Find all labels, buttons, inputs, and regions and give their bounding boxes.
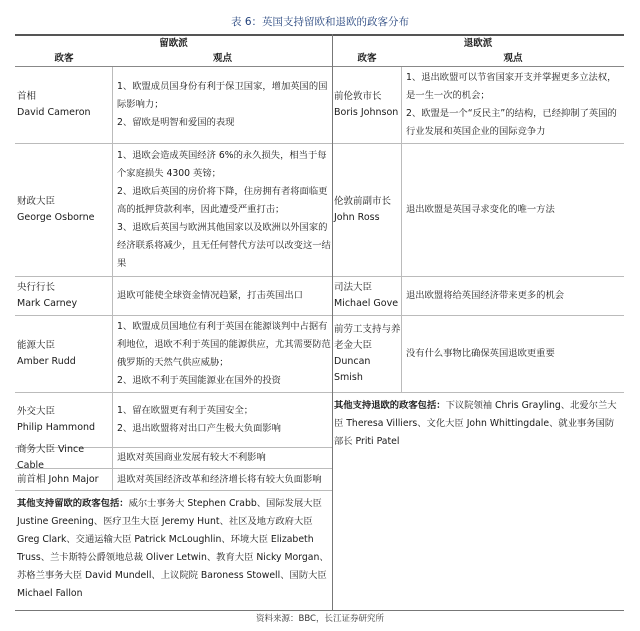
leave-others (332, 393, 624, 451)
table-row (15, 144, 332, 277)
view-cell (402, 67, 624, 143)
politician-name: Mark Carney (17, 298, 78, 309)
leave-group-label: 退欧派 (463, 38, 493, 49)
remain-header (15, 52, 332, 67)
politician-cell (332, 277, 402, 315)
politician-title: 司法大臣 (334, 282, 373, 293)
view-text: 1、欧盟成员国身份有利于保卫国家，增加英国的国际影响力； (117, 81, 328, 110)
view-text: 退出欧盟是英国寻求变化的唯一方法 (406, 204, 555, 215)
politician-cell (15, 393, 113, 447)
politician-name: John Ross (334, 212, 380, 223)
view-cell (402, 316, 624, 392)
remain-others-text: 威尔士事务大 Stephen Crabb、国际发展大臣 Justine Greening、医疗卫生大臣 Jeremy Hunt、社区及地方政府大臣 Greg Clark、交通运输大臣 Patrick McLoughlin、环境大臣 Elizabeth Truss、兰卡斯特公爵领地总裁 Oliver Letwin、教育大臣 Nicky Morgan、苏格兰事务大臣 David Mundell、上议院院 Baroness Stowell、国防大臣 Michael Fallon (17, 498, 329, 599)
remain-others (15, 491, 332, 603)
politician-cell (15, 316, 113, 392)
table-row (332, 277, 624, 316)
source-note: 资料来源：BBC，长江证券研究所 (256, 614, 384, 624)
table-row (332, 144, 624, 277)
politician-name: Boris Johnson (334, 107, 399, 118)
remain-col-politician: 政客 (54, 53, 74, 64)
view-text: 2、退欧后英国的房价将下降，住房拥有者将面临更高的抵押贷款利率，因此遭受严重打击； (117, 186, 328, 215)
politician-cell (15, 67, 113, 143)
table-row (15, 277, 332, 316)
view-cell (113, 393, 332, 447)
remain-section (15, 34, 332, 603)
view-text: 2、退出欧盟将对出口产生极大负面影响 (117, 423, 281, 434)
table-row (332, 316, 624, 393)
table-row (15, 316, 332, 393)
view-cell (113, 448, 332, 468)
politician-cell (332, 144, 402, 276)
politician-title: 能源大臣 (17, 340, 56, 351)
leave-col-politician: 政客 (357, 53, 377, 64)
leave-col-view: 观点 (503, 53, 523, 64)
table-title: 表 6：英国支持留欧和退欧的政客分布 (230, 16, 410, 28)
politician-title: 前首相 John Major (17, 473, 99, 485)
politician-title: 央行行长 (17, 282, 56, 293)
remain-col-view: 观点 (212, 53, 232, 64)
view-text: 2、退欧不利于英国能源业在国外的投资 (117, 375, 281, 386)
table-row (15, 444, 332, 471)
leave-header (332, 52, 624, 67)
view-text: 退欧对英国经济改革和经济增长将有较大负面影响 (117, 473, 322, 485)
politician-name: Duncan Smish (334, 356, 371, 383)
remain-others-label: 其他支持留欧的政客包括： (17, 498, 129, 509)
politician-name: Michael Gove (334, 298, 399, 309)
table-row (332, 67, 624, 144)
politician-title: 前伦敦市长 (334, 91, 382, 102)
politician-cell (332, 316, 402, 392)
view-cell (402, 277, 624, 315)
view-text: 退欧可能使全球资金情况趋紧，打击英国出口 (117, 290, 303, 301)
view-cell (113, 316, 332, 392)
view-text: 1、退出欧盟可以节省国家开支并掌握更多立法权，是一生一次的机会； (406, 72, 617, 101)
politician-title: 外交大臣 (17, 406, 56, 417)
column-divider (332, 34, 333, 611)
view-cell (113, 277, 332, 315)
politician-name: George Osborne (17, 212, 95, 223)
view-text: 3、退欧后英国与欧洲其他国家以及欧洲以外国家的经济联系将减少，且无任何替代方法可以改变这一结果 (117, 222, 331, 269)
politician-cell (332, 67, 402, 143)
politician-cell (15, 444, 113, 471)
view-text: 2、留欧是明智和爱国的表现 (117, 117, 235, 128)
view-text: 没有什么事物比确保英国退欧更重要 (406, 348, 555, 359)
politician-name: Philip Hammond (17, 422, 96, 433)
table-row (15, 469, 332, 491)
politician-title: 首相 (17, 91, 37, 102)
view-cell (402, 144, 624, 276)
view-cell (113, 144, 332, 276)
view-text: 退欧对英国商业发展有较大不利影响 (117, 452, 266, 463)
view-text: 1、欧盟成员国地位有利于英国在能源谈判中占据有利地位，退欧不利于英国的能源供应，尤其需要防范俄罗斯的天然气供应威胁； (117, 321, 331, 368)
politician-title: 前劳工支持与养老金大臣 (334, 324, 401, 351)
view-cell (113, 469, 332, 490)
leave-section (332, 34, 624, 451)
view-text: 退出欧盟将给英国经济带来更多的机会 (406, 290, 565, 301)
remain-group-label: 留欧派 (159, 38, 188, 49)
politician-title: 财政大臣 (17, 196, 56, 207)
table-row (15, 67, 332, 144)
table-row (15, 393, 332, 448)
leave-others-text: 下议院领袖 Chris Grayling、北爱尔兰大臣 Theresa Villiers、文化大臣 John Whittingdale、就业事务国防部长 Priti Patel (334, 400, 617, 447)
politician-name: David Cameron (17, 107, 91, 118)
table-bottom-rule (15, 610, 624, 611)
politician-name: Amber Rudd (17, 356, 76, 367)
politician-title: 商务大臣 Vince Cable (17, 444, 85, 471)
leave-others-label: 其他支持退欧的政客包括： (334, 400, 446, 411)
view-cell (113, 67, 332, 143)
politician-cell (15, 277, 113, 315)
politician-title: 伦敦前副市长 (334, 196, 392, 207)
view-text: 2、欧盟是一个“反民主”的结构，已经抑制了英国的行业发展和英国企业的国际竞争力 (406, 108, 617, 137)
view-text: 1、留在欧盟更有利于英国安全； (117, 405, 254, 416)
view-text: 1、退欧会造成英国经济 6%的永久损失，相当于每个家庭损失 4300 英镑； (117, 150, 327, 179)
politician-cell (15, 144, 113, 276)
politician-cell (15, 469, 113, 490)
